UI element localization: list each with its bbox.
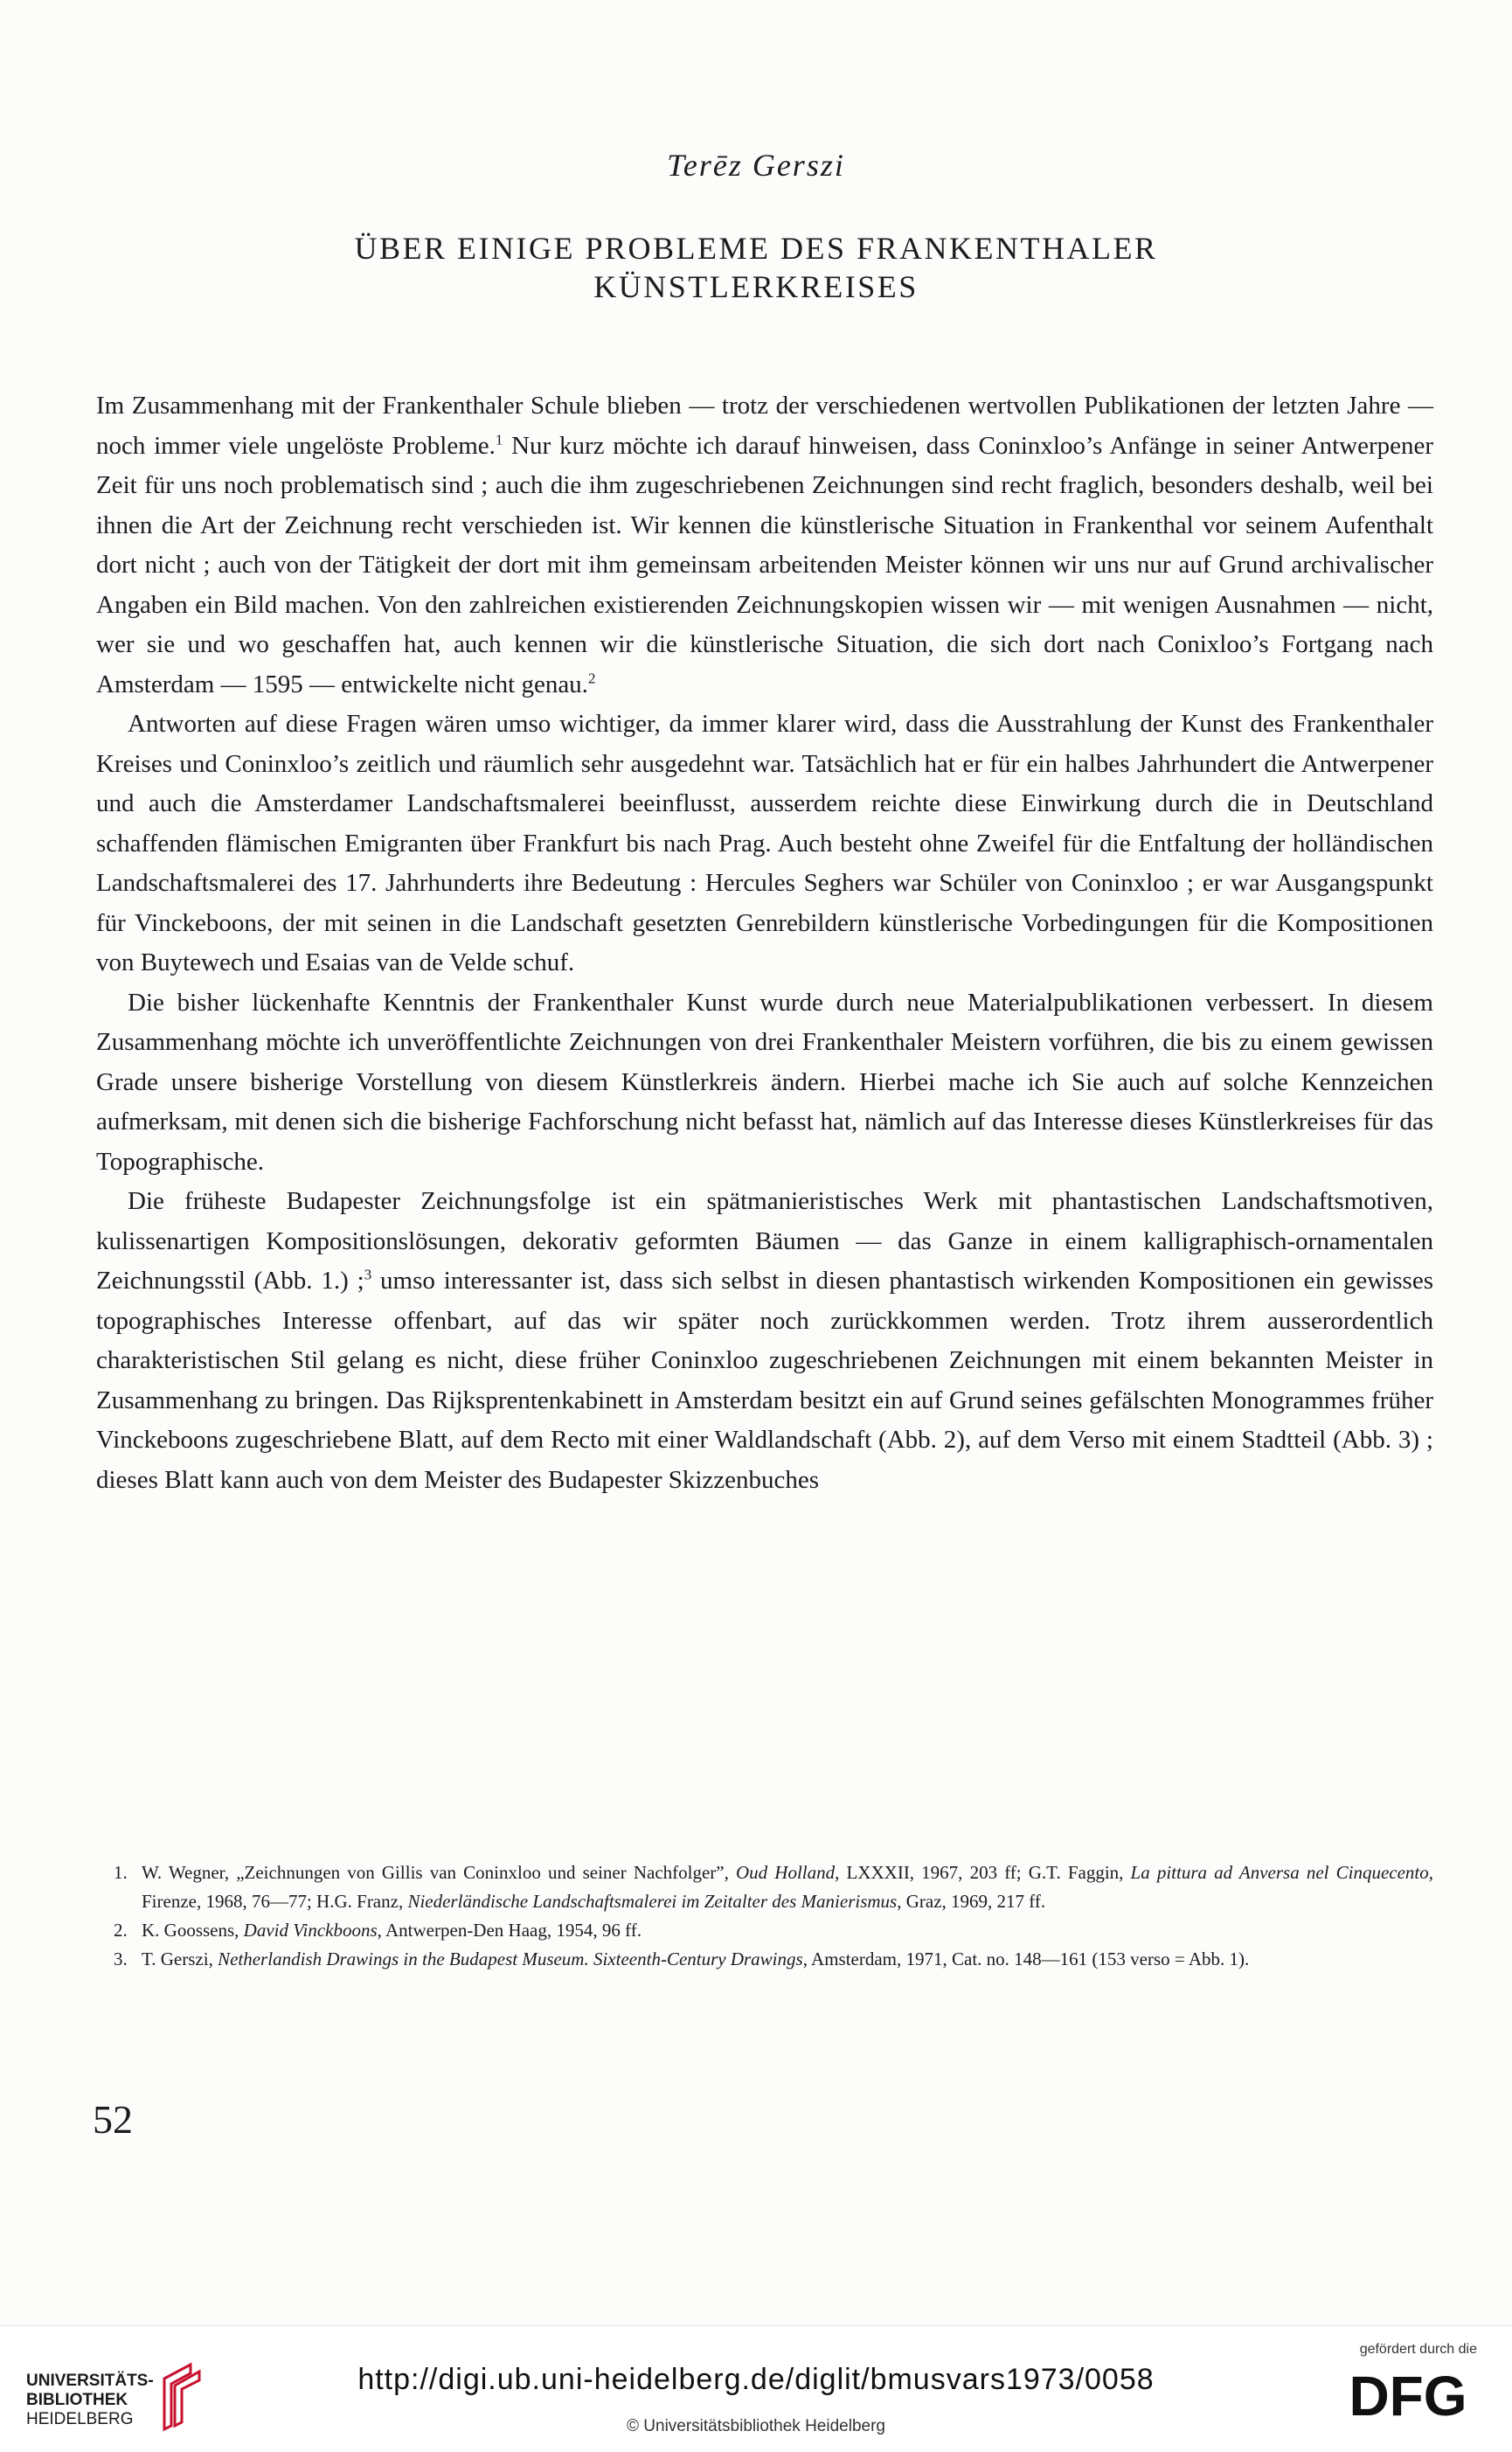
- footnote-3: [96, 1945, 1433, 1974]
- dfg-logo-text: DFG: [1349, 2365, 1467, 2424]
- paragraph-3: Die bisher lückenhafte Kenntnis der Frankenthaler Kunst wurde durch neue Materialpublikationen verbessert. In diesem Zusammenhang möchte ich unveröffentlichte Zeichnungen von drei Frankenthaler Meistern vorführen, die bis zu einem gewissen Grade unsere bisherige Vorstellung von diesem Künstlerkreis ändern. Hierbei mache ich Sie auch auf solche Kennzeichen aufmerksam, mit denen sich die bisherige Fachforschung nicht befasst hat, nämlich auf das Interesse dieses Künstlerkreises für das Topographische.: [96, 988, 1433, 1176]
- footnote-text: , Antwerpen-Den Haag, 1954, 96 ff.: [377, 1920, 642, 1941]
- footnote-2: [96, 1916, 1433, 1945]
- copyright-text: © Universitätsbibliothek Heidelberg: [627, 2417, 885, 2435]
- dfg-logo[interactable]: [1334, 2361, 1482, 2424]
- footnote-ref[interactable]: 1: [495, 430, 503, 448]
- footnote-title: David Vinckboons: [243, 1920, 378, 1941]
- funding-note: gefördert durch die: [1359, 2342, 1477, 2357]
- footnote-text: K. Goossens,: [142, 1920, 244, 1941]
- article-title: [175, 229, 1337, 306]
- footnote-title: La pittura ad Anversa nel Cinquecento: [1130, 1862, 1429, 1883]
- footnotes: [96, 1858, 1433, 1974]
- paragraph-text: Nur kurz möchte ich darauf hinweisen, dass Coninxloo’s Anfänge in seiner Antwerpener Zeit für uns noch problematisch sind ; auch die ihm zugeschriebenen Zeichnungen sind recht fraglich, besonders deshalb, weil bei ihnen die Art der Zeichnung recht verschieden ist. Wir kennen die künstlerische Situation in Frankenthal vor seinem Aufenthalt dort nicht ; auch von der Tätigkeit der dort mit ihm gemeinsam arbeitenden Meister können wir uns nur auf Grund archivalischer Angaben ein Bild machen. Von den zahlreichen existierenden Zeichnungskopien wissen wir — mit wenigen Ausnahmen — nicht, wer sie und wo geschaffen hat, auch kennen wir die künstlerische Situation, die sich dort nach Conixloo’s Fortgang nach Amsterdam — 1595 — entwickelte nicht genau.: [96, 431, 1433, 698]
- paragraph-text: Im Zusammenhang mit der Frankenthaler Schule blieben — trotz der verschiedenen wertvollen Publikationen der letzten Jahre — noch immer viele ungelöste Probleme.: [96, 392, 1433, 460]
- paragraph-4: [96, 1182, 1433, 1500]
- article-body: [96, 386, 1433, 1500]
- title-line-2: KÜNSTLERKREISES: [593, 269, 919, 304]
- footnote-ref[interactable]: 2: [587, 669, 596, 686]
- paragraph-text: Die früheste Budapester Zeichnungsfolge ist ein spätmanieristisches Werk mit phantastischen Landschaftsmotiven, kulissenartigen Kompositionslösungen, dekorativ geformten Bäumen — das Ganze in einem kalligraphisch-ornamentalen Zeichnungsstil (Abb. 1.) ;: [96, 1187, 1433, 1295]
- footnote-text: , Firenze, 1968, 76—77; H.G. Franz,: [142, 1862, 1433, 1912]
- footnote-1: [96, 1858, 1433, 1916]
- footer-bar: [0, 2325, 1512, 2452]
- title-line-1: ÜBER EINIGE PROBLEME DES FRANKENTHALER: [354, 231, 1158, 266]
- footnote-text: , LXXXII, 1967, 203 ff; G.T. Faggin,: [835, 1862, 1131, 1883]
- footnote-number: 2.: [114, 1920, 128, 1941]
- footnote-title: Oud Holland: [735, 1862, 836, 1883]
- footnote-text: W. Wegner, „Zeichnungen von Gillis van Coninxloo und seiner Nachfolger”,: [142, 1862, 736, 1883]
- library-name-line: UNIVERSITÄTS-: [26, 2372, 154, 2390]
- footnote-ref[interactable]: 3: [364, 1266, 372, 1283]
- footnote-number: 3.: [114, 1948, 128, 1969]
- paragraph-1: [96, 386, 1433, 705]
- library-name-line: HEIDELBERG: [26, 2410, 134, 2428]
- footnote-text: T. Gerszi,: [142, 1948, 218, 1969]
- paragraph-2: Antworten auf diese Fragen wären umso wichtiger, da immer klarer wird, dass die Ausstrahlung der Kunst des Frankenthaler Kreises und Coninxloo’s zeitlich und räumlich sehr ausgedehnt war. Tatsächlich hat er für ein halbes Jahrhundert die Antwerpener und auch die Amsterdamer Landschaftsmalerei beeinflusst, ausserdem reichte diese Einwirkung durch die in Deutschland schaffenden flämischen Emigranten über Frankfurt bis nach Prag. Auch besteht ohne Zweifel für die Entfaltung der holländischen Landschaftsmalerei des 17. Jahrhunderts ihre Bedeutung : Hercules Seghers war Schüler von Coninxloo ; er war Ausgangspunkt für Vinckeboons, der mit seinen in die Landschaft gesetzten Genrebildern künstlerische Vorbedingungen für die Kompositionen von Buytewech und Esaias van de Velde schuf.: [96, 710, 1433, 976]
- document-url-link[interactable]: http://digi.ub.uni-heidelberg.de/diglit/bmusvars1973/0058: [357, 2363, 1155, 2396]
- author-name: Terēz Gerszi: [667, 148, 845, 183]
- page-number: 52: [93, 2097, 133, 2142]
- footnote-title: Netherlandish Drawings in the Budapest Museum. Sixteenth-Century Drawings: [218, 1948, 803, 1969]
- footnote-text: , Amsterdam, 1971, Cat. no. 148—161 (153 verso = Abb. 1).: [802, 1948, 1250, 1969]
- footnote-number: 1.: [114, 1862, 128, 1883]
- footnote-text: , Graz, 1969, 217 ff.: [897, 1891, 1046, 1912]
- paragraph-text: umso interessanter ist, dass sich selbst in diesen phantastisch wirkenden Kompositionen ein gewisses topographisches Interesse offenbart, auf das wir später noch zurückkommen werden. Trotz ihrem ausserordentlich charakteristischen Stil gelang es nicht, diese früher Coninxloo zugeschriebenen Zeichnungen mit einem bekannten Meister in Zusammenhang zu bringen. Das Rijksprentenkabinett in Amsterdam besitzt ein auf Grund seines gefälschten Monogrammes früher Vinckeboons zugeschriebene Blatt, auf dem Recto mit einer Waldlandschaft (Abb. 2), auf dem Verso mit einem Stadtteil (Abb. 3) ; dieses Blatt kann auch von dem Meister des Budapester Skizzenbuches: [96, 1267, 1433, 1494]
- library-name-line: BIBLIOTHEK: [26, 2391, 128, 2409]
- footnote-title: Niederländische Landschaftsmalerei im Zeitalter des Manierismus: [407, 1891, 898, 1912]
